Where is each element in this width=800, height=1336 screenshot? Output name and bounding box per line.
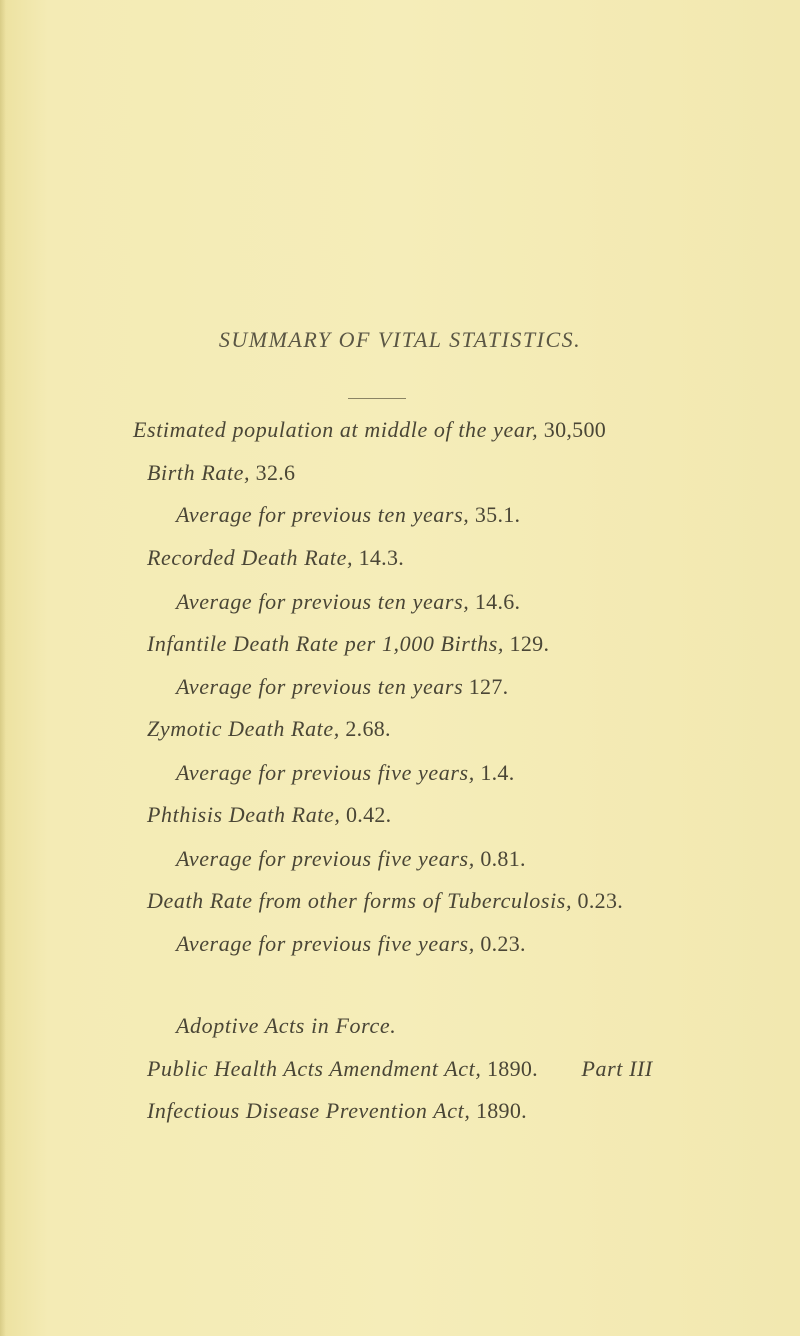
stat-label: Infantile Death Rate per 1,000 Births, xyxy=(147,631,505,656)
page-title: SUMMARY OF VITAL STATISTICS. xyxy=(218,327,582,352)
act-name: Infectious Disease Prevention Act, xyxy=(147,1098,471,1123)
stat-label: Death Rate from other forms of Tuberculosis, xyxy=(147,888,573,913)
stat-value: 2.68. xyxy=(345,716,391,741)
stat-value: 1.4. xyxy=(480,760,515,785)
stat-label: Average for previous five years, xyxy=(176,846,475,871)
stat-value: 14.6. xyxy=(474,589,521,614)
acts-heading-text: Adoptive Acts in Force. xyxy=(176,1013,397,1038)
stat-row-infantile-average xyxy=(176,674,508,700)
stat-value: 127. xyxy=(468,674,509,699)
stat-row-death-rate xyxy=(147,545,404,571)
stat-row-infantile-death-rate xyxy=(147,631,549,657)
stat-row-phthisis-death-rate xyxy=(147,802,391,828)
stat-value: 0.81. xyxy=(480,846,526,871)
stat-label: Average for previous ten years xyxy=(176,674,464,699)
act-row-infectious-disease xyxy=(147,1098,527,1124)
stat-label: Average for previous five years, xyxy=(176,760,475,785)
act-year: 1890. xyxy=(475,1098,527,1123)
stat-label: Birth Rate, xyxy=(147,460,251,485)
stat-label: Phthisis Death Rate, xyxy=(147,802,341,827)
stat-label: Average for previous ten years, xyxy=(176,589,470,614)
stat-value: 0.23. xyxy=(577,888,624,913)
act-year: 1890. xyxy=(486,1056,538,1081)
stat-label: Estimated population at middle of the year, xyxy=(133,417,539,442)
stat-label: Recorded Death Rate, xyxy=(147,545,354,570)
stat-label: Average for previous ten years, xyxy=(176,502,470,527)
stat-label: Average for previous five years, xyxy=(176,931,475,956)
stat-row-birth-rate xyxy=(147,460,295,486)
stat-value: 129. xyxy=(509,631,550,656)
stat-value: 30,500 xyxy=(543,417,607,442)
stat-row-population xyxy=(133,417,606,443)
stat-value: 32.6 xyxy=(255,460,296,485)
act-part: Part III xyxy=(581,1056,653,1081)
stat-value: 0.42. xyxy=(345,802,392,827)
acts-heading xyxy=(176,1013,396,1039)
stat-row-zymotic-average xyxy=(176,760,515,786)
stat-label: Zymotic Death Rate, xyxy=(147,716,340,741)
stat-value: 0.23. xyxy=(480,931,526,956)
stat-row-tuberculosis-death-rate xyxy=(147,888,623,914)
title-divider xyxy=(348,398,406,399)
stat-row-zymotic-death-rate xyxy=(147,716,391,742)
stat-value: 14.3. xyxy=(358,545,405,570)
stat-value: 35.1. xyxy=(474,502,521,527)
stat-row-birth-rate-average xyxy=(176,502,520,528)
act-name: Public Health Acts Amendment Act, xyxy=(147,1056,482,1081)
stat-row-death-rate-average xyxy=(176,589,520,615)
page-gutter xyxy=(0,0,6,1336)
stat-row-phthisis-average xyxy=(176,846,526,872)
stat-row-tuberculosis-average xyxy=(176,931,526,957)
act-row-public-health xyxy=(147,1056,653,1082)
